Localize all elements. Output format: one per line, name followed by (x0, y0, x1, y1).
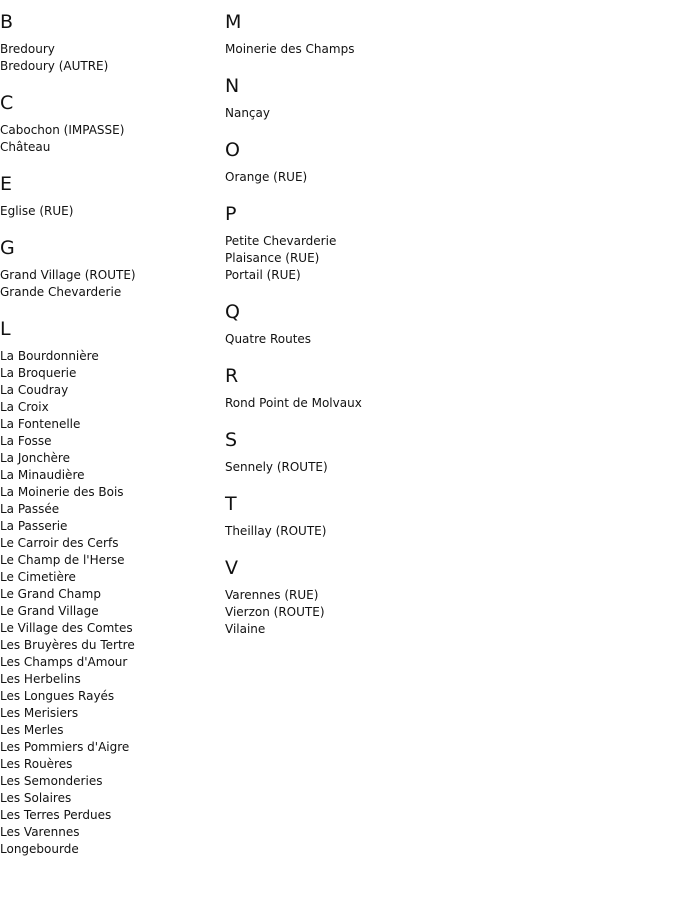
street-list-item[interactable]: Plaisance (RUE) (225, 251, 320, 265)
street-list (0, 267, 215, 301)
street-list (0, 122, 215, 156)
section-letter-heading: N (225, 75, 240, 97)
letter-section (225, 138, 645, 186)
letter-section (225, 10, 645, 58)
street-list-item[interactable]: Les Rouères (0, 757, 73, 771)
section-letter-heading: G (0, 237, 15, 259)
street-list (225, 331, 645, 348)
letter-section (0, 236, 215, 301)
street-list-item[interactable]: La Croix (0, 400, 49, 414)
street-list (0, 348, 215, 858)
street-list-item[interactable]: La Coudray (0, 383, 69, 397)
letter-section (225, 300, 645, 348)
street-list-item[interactable]: Bredoury (AUTRE) (0, 59, 109, 73)
street-list-item[interactable]: Longebourde (0, 842, 79, 856)
street-list-item[interactable]: La Passée (0, 502, 60, 516)
street-list-item[interactable]: Orange (RUE) (225, 170, 308, 184)
street-list-item[interactable]: La Fosse (0, 434, 52, 448)
street-list (225, 587, 645, 638)
street-list-item[interactable]: Le Cimetière (0, 570, 76, 584)
street-list-item[interactable]: La Jonchère (0, 451, 70, 465)
street-list-item[interactable]: Les Herbelins (0, 672, 81, 686)
street-list-item[interactable]: Vierzon (ROUTE) (225, 605, 325, 619)
street-list-item[interactable]: La Minaudière (0, 468, 85, 482)
street-list (225, 233, 645, 284)
section-letter-heading: V (225, 557, 238, 579)
letter-section (0, 10, 215, 75)
letter-section (225, 364, 645, 412)
street-list-item[interactable]: Les Solaires (0, 791, 72, 805)
street-list-item[interactable]: Le Grand Champ (0, 587, 101, 601)
letter-section (0, 172, 215, 220)
street-list-item[interactable]: Sennely (ROUTE) (225, 460, 328, 474)
section-letter-heading: S (225, 429, 238, 451)
street-list-item[interactable]: Les Terres Perdues (0, 808, 112, 822)
street-list-item[interactable]: La Broquerie (0, 366, 77, 380)
section-letter-heading: Q (225, 301, 240, 323)
street-list (225, 459, 645, 476)
letter-section (0, 317, 215, 858)
street-list-item[interactable]: Petite Chevarderie (225, 234, 337, 248)
street-list-item[interactable]: La Passerie (0, 519, 68, 533)
section-letter-heading: L (0, 318, 11, 340)
street-list-item[interactable]: Theillay (ROUTE) (225, 524, 327, 538)
street-list-item[interactable]: Le Champ de l'Herse (0, 553, 125, 567)
letter-section (225, 202, 645, 284)
street-list-item[interactable]: Le Grand Village (0, 604, 99, 618)
street-list-item[interactable]: La Moinerie des Bois (0, 485, 124, 499)
section-letter-heading: P (225, 203, 237, 225)
street-list-item[interactable]: Les Pommiers d'Aigre (0, 740, 130, 754)
street-list-item[interactable]: La Fontenelle (0, 417, 81, 431)
street-list (225, 41, 645, 58)
section-letter-heading: E (0, 173, 13, 195)
street-list (225, 105, 645, 122)
street-list-item[interactable]: Moinerie des Champs (225, 42, 355, 56)
street-list (0, 203, 215, 220)
street-list-item[interactable]: Varennes (RUE) (225, 588, 319, 602)
street-list (225, 523, 645, 540)
street-list-item[interactable]: Le Carroir des Cerfs (0, 536, 119, 550)
street-list-item[interactable]: Grande Chevarderie (0, 285, 122, 299)
street-list-item[interactable]: Les Champs d'Amour (0, 655, 128, 669)
street-list (225, 169, 645, 186)
letter-section (225, 428, 645, 476)
letter-section (225, 556, 645, 638)
section-letter-heading: B (0, 11, 14, 33)
street-list-item[interactable]: Les Bruyères du Tertre (0, 638, 135, 652)
street-index-column-left (0, 0, 215, 858)
street-list-item[interactable]: La Bourdonnière (0, 349, 99, 363)
street-list-item[interactable]: Eglise (RUE) (0, 204, 74, 218)
street-list-item[interactable]: Les Merisiers (0, 706, 79, 720)
street-list-item[interactable]: Les Semonderies (0, 774, 103, 788)
section-letter-heading: O (225, 139, 240, 161)
street-list-item[interactable]: Château (0, 140, 51, 154)
street-list-item[interactable]: Rond Point de Molvaux (225, 396, 362, 410)
section-letter-heading: T (225, 493, 237, 515)
street-list-item[interactable]: Vilaine (225, 622, 266, 636)
street-list-item[interactable]: Les Varennes (0, 825, 80, 839)
street-list-item[interactable]: Les Merles (0, 723, 64, 737)
street-list-item[interactable]: Nançay (225, 106, 270, 120)
street-list-item[interactable]: Cabochon (IMPASSE) (0, 123, 125, 137)
street-index-column-right (225, 0, 645, 638)
section-letter-heading: C (0, 92, 14, 114)
section-letter-heading: R (225, 365, 239, 387)
section-letter-heading: M (225, 11, 242, 33)
letter-section (225, 492, 645, 540)
street-list-item[interactable]: Bredoury (0, 42, 55, 56)
street-list-item[interactable]: Le Village des Comtes (0, 621, 133, 635)
street-list-item[interactable]: Grand Village (ROUTE) (0, 268, 136, 282)
street-list-item[interactable]: Les Longues Rayés (0, 689, 115, 703)
street-list (0, 41, 215, 75)
letter-section (225, 74, 645, 122)
street-list-item[interactable]: Quatre Routes (225, 332, 312, 346)
letter-section (0, 91, 215, 156)
street-list (225, 395, 645, 412)
street-list-item[interactable]: Portail (RUE) (225, 268, 301, 282)
